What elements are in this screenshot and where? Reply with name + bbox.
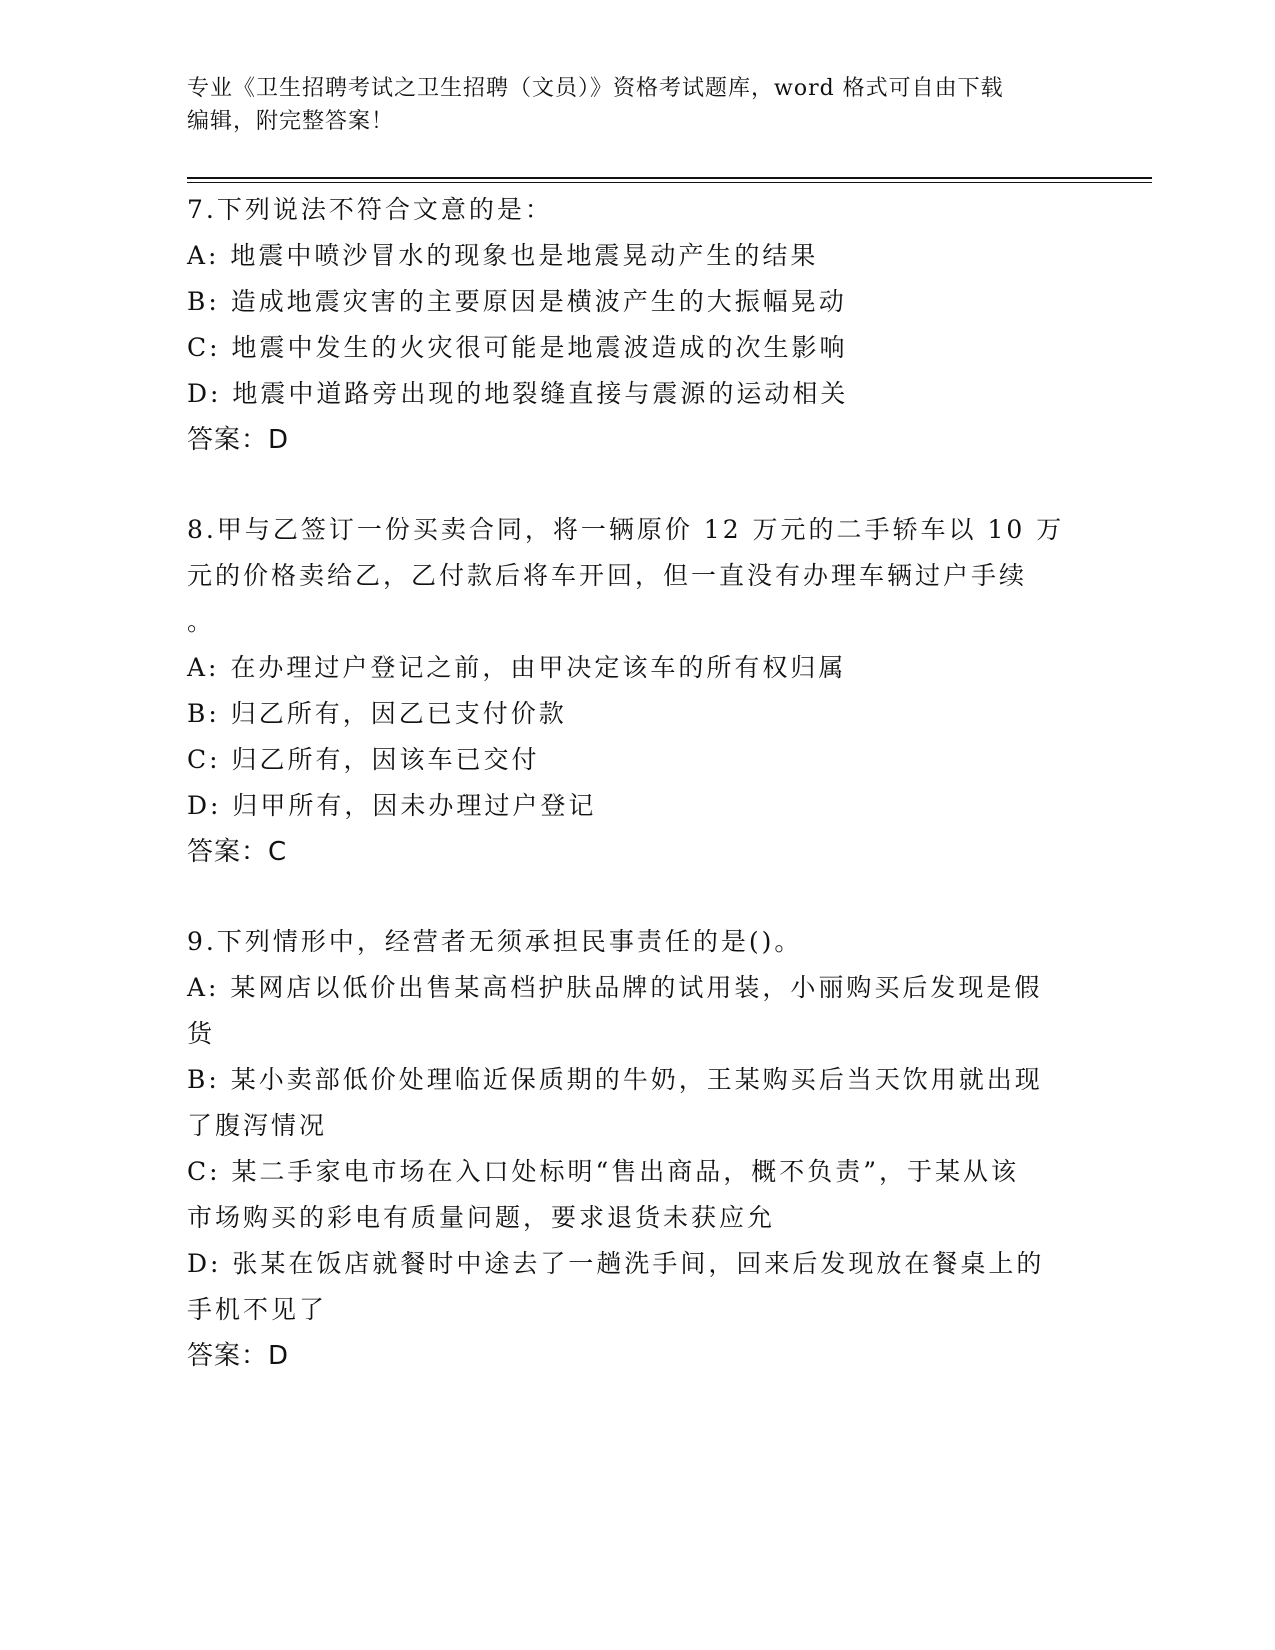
question-list (187, 187, 1087, 1379)
question-stem-line-1: 8.甲与乙签订一份买卖合同，将一辆原价 12 万元的二手轿车以 10 万 (187, 515, 1065, 544)
document-header (187, 72, 1087, 138)
option-b-line-1: B: 某小卖部低价处理临近保质期的牛奶，王某购买后当天饮用就出现 (187, 1065, 1043, 1094)
question-spacer (187, 463, 1087, 507)
option-c: C: 归乙所有，因该车已交付 (187, 745, 540, 774)
question-stem-line-2: 元的价格卖给乙，乙付款后将车开回，但一直没有办理车辆过户手续 (187, 561, 1028, 590)
answer-label: 答案：C (187, 837, 288, 867)
question-stem-line-3: 。 (187, 607, 216, 636)
option-c-line-2: 市场购买的彩电有质量问题，要求退货未获应允 (187, 1203, 776, 1232)
option-a-line-2: 货 (187, 1019, 216, 1048)
question-9 (187, 919, 1087, 1379)
option-b: B: 造成地震灾害的主要原因是横波产生的大振幅晃动 (187, 287, 847, 316)
option-b: B: 归乙所有，因乙已支付价款 (187, 699, 567, 728)
option-a: A: 地震中喷沙冒水的现象也是地震晃动产生的结果 (187, 241, 819, 270)
option-d-line-2: 手机不见了 (187, 1295, 328, 1324)
question-spacer (187, 875, 1087, 919)
option-a: A: 在办理过户登记之前，由甲决定该车的所有权归属 (187, 653, 847, 682)
header-line-1: 专业《卫生招聘考试之卫生招聘（文员）》资格考试题库，word 格式可自由下载 (187, 76, 1004, 101)
option-c: C: 地震中发生的火灾很可能是地震波造成的次生影响 (187, 333, 848, 362)
header-line-2: 编辑，附完整答案！ (187, 109, 395, 134)
option-a-line-1: A: 某网店以低价出售某高档护肤品牌的试用装，小丽购买后发现是假 (187, 973, 1043, 1002)
question-stem: 7.下列说法不符合文意的是： (187, 195, 553, 224)
answer-label: 答案：D (187, 425, 290, 455)
question-7 (187, 187, 1087, 463)
question-stem: 9.下列情形中，经营者无须承担民事责任的是()。 (187, 927, 803, 956)
header-divider-thin (187, 182, 1152, 183)
header-divider-thick (187, 177, 1152, 179)
option-b-line-2: 了腹泻情况 (187, 1111, 328, 1140)
option-d: D: 地震中道路旁出现的地裂缝直接与震源的运动相关 (187, 379, 849, 408)
answer-label: 答案：D (187, 1341, 290, 1371)
option-c-line-1: C: 某二手家电市场在入口处标明“售出商品，概不负责”，于某从该 (187, 1157, 1020, 1186)
option-d-line-1: D: 张某在饭店就餐时中途去了一趟洗手间，回来后发现放在餐桌上的 (187, 1249, 1045, 1278)
option-d: D: 归甲所有，因未办理过户登记 (187, 791, 597, 820)
question-8 (187, 507, 1087, 875)
